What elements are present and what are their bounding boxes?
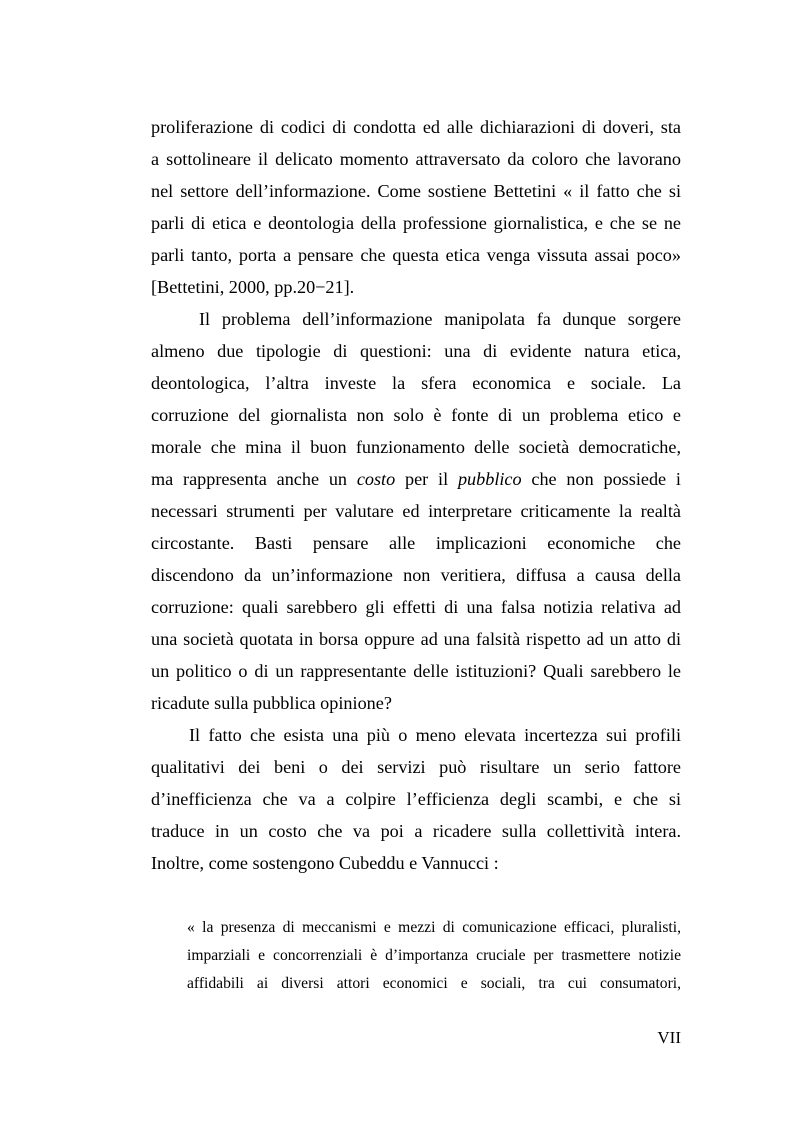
- text-line: a sottolineare il delicato momento attraversato da coloro che lavorano: [151, 149, 681, 169]
- text-line: corruzione: quali sarebbero gli effetti di una falsa notizia relativa ad: [151, 597, 681, 617]
- quote-line: imparziali e concorrenziali è d’importanza cruciale per trasmettere notizie: [187, 947, 681, 964]
- text-line: corruzione del giornalista non solo è fonte di un problema etico e: [151, 405, 681, 425]
- text-line-with-emphasis: [151, 463, 681, 495]
- text-line: ricadute sulla pubblica opinione?: [151, 693, 392, 713]
- text-line: Il fatto che esista una più o meno elevata incertezza sui profili: [189, 725, 681, 745]
- text-line: deontologica, l’altra investe la sfera economica e sociale. La: [151, 373, 681, 393]
- text-line: una società quotata in borsa oppure ad una falsità rispetto ad un atto di: [151, 629, 681, 649]
- text-line: morale che mina il buon funzionamento delle società democratiche,: [151, 437, 681, 457]
- text-line: discendono da un’informazione non veritiera, diffusa a causa della: [151, 565, 681, 585]
- text-line: traduce in un costo che va poi a ricadere sulla collettività intera.: [151, 821, 681, 841]
- text-line: nel settore dell’informazione. Come sostiene Bettetini « il fatto che si: [151, 181, 681, 201]
- block-quote: [187, 914, 681, 998]
- text-line: almeno due tipologie di questioni: una di evidente natura etica,: [151, 341, 681, 361]
- text-line: parli tanto, porta a pensare che questa etica venga vissuta assai poco»: [151, 245, 681, 265]
- main-text: [151, 111, 681, 879]
- text-line: parli di etica e deontologia della professione giornalistica, e che se ne: [151, 213, 681, 233]
- emphasis-pubblico: pubblico: [457, 469, 522, 489]
- text-line: circostante. Basti pensare alle implicazioni economiche che: [151, 533, 681, 553]
- text-line: [Bettetini, 2000, pp.20−21].: [151, 277, 355, 297]
- text-line: un politico o di un rappresentante delle istituzioni? Quali sarebbero le: [151, 661, 681, 681]
- quote-line: « la presenza di meccanismi e mezzi di comunicazione efficaci, pluralisti,: [187, 919, 681, 936]
- text-segment: per il: [395, 469, 458, 489]
- text-line: necessari strumenti per valutare ed interpretare criticamente la realtà: [151, 501, 681, 521]
- page-number: VII: [657, 1028, 681, 1047]
- text-line: d’inefficienza che va a colpire l’efficienza degli scambi, e che si: [151, 789, 681, 809]
- text-line: qualitativi dei beni o dei servizi può risultare un serio fattore: [151, 757, 681, 777]
- paragraph-2: [151, 303, 681, 719]
- text-segment: che non possiede i: [521, 469, 681, 489]
- emphasis-costo: costo: [356, 469, 396, 489]
- text-line: Il problema dell’informazione manipolata fa dunque sorgere: [199, 309, 681, 329]
- paragraph-1: [151, 111, 681, 303]
- text-line: Inoltre, come sostengono Cubeddu e Vannucci :: [151, 853, 499, 873]
- text-line: proliferazione di codici di condotta ed alle dichiarazioni di doveri, sta: [151, 117, 681, 137]
- paragraph-3: [151, 719, 681, 879]
- quote-line: affidabili ai diversi attori economici e sociali, tra cui consumatori,: [187, 975, 681, 992]
- text-segment: ma rappresenta anche un: [151, 469, 357, 489]
